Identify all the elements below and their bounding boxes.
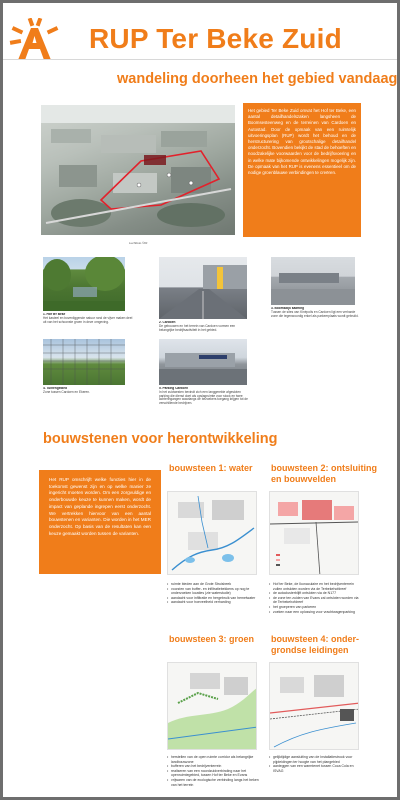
bouwsteen-title-line: grondse leidingen [271, 644, 349, 655]
map-groen [167, 662, 257, 750]
photo-boomsdijk [271, 257, 355, 305]
bouwsteen-1-title [169, 463, 253, 474]
map-ontsluiting [269, 491, 359, 575]
photo-caption [43, 313, 133, 324]
antwerp-a-logo-icon [9, 18, 59, 62]
photo-caption-text: Het kasteel en bovenliggende natuur rond de vijver maken deel uit van het schoonste groen in deze omgeving. [43, 315, 133, 324]
list-item: • ruimte bieden aan de Grote Struisbeek [167, 582, 259, 587]
photo-caption [159, 387, 249, 406]
list-item: • aandacht voor hoeveelheid verharding [167, 600, 259, 605]
bouwsteen-title-line: bouwsteen 4: onder- [271, 634, 360, 644]
list-item: • gelijktijdige aansluiting van de Installatiestrook voor pijpleidingen ter hoogte van het plangebied [269, 755, 361, 764]
header-divider [3, 59, 397, 60]
bouwsteen-title-line: bouwsteen 2: ontsluiting [271, 463, 377, 473]
photo-caption-title: 3. Boomsdijk kaarting [271, 307, 305, 310]
list-item: • herstellen van de open ruimte corridor als belangrijke landbouwzone [167, 755, 259, 764]
photo-caption [271, 307, 361, 318]
photo-caption-title: 5. Parking Cardoen [159, 387, 189, 390]
photo-caption-text: In het zuidwesten bevindt zich een langgerekte afgesloten parking die dienst doet als opslagruimte voor stock en twee achteringangen waarlangs de bezoekers toegang krijgen tot de verschillende bedrijven. [159, 389, 248, 406]
photo-caption [159, 321, 249, 332]
bouwsteen-2-bullets [269, 582, 361, 614]
photo-hof-ter-beke [43, 257, 125, 311]
list-item: • vrijwaren van de ecologische verbinding langs het beken van het terrein [167, 778, 259, 787]
photo-tuinengebied [43, 339, 125, 385]
bouwsteen-4-bullets [269, 755, 361, 773]
bouwsteen-2-title [271, 463, 377, 484]
method-text-box: Het RUP omschrijft welke functies hier in de toekomst gewenst zijn en op welke manier ze ingericht moeten worden. Om een zorgvuldige en onderbouwde keuze te kunnen maken, wordt de impact van geplande ingrepen eerst onderzocht. We vertrekken hiervoor van een aantal bouwstenen en varianten. Die worden in het MER onderzocht. Op basis van de resultaten kan een keuze gemaakt worden tussen de varianten. [39, 470, 161, 574]
poster [3, 3, 397, 797]
photo-caption-title: 2. Cardoen [159, 321, 176, 324]
list-item: • aandacht voor infiltratie en hergebruik van hemelwater [167, 596, 259, 601]
list-item: • Hof ter Beke, de Ikonaculaire en het bedrijventerrein zullen ontsloten worden via de Terbekehofdreef [269, 582, 361, 591]
page-title: RUP Ter Beke Zuid [89, 23, 342, 54]
section2-title: bouwstenen voor herontwikkeling [43, 431, 278, 447]
list-item: • bufferen van het bedrijventerrein [167, 764, 259, 769]
photo-caption-text: Tussen de sites van Kinépolis en Cardoen ligt een verharde zone die tegenwoordig enkel als parkeerplaats wordt gebruikt. [271, 309, 359, 318]
bouwsteen-title-line: bouwsteen 3: groen [169, 634, 255, 644]
photo-cardoen [159, 257, 247, 319]
bouwsteen-3-bullets [167, 755, 259, 787]
section1-title: wandeling doorheen het gebied vandaag [117, 71, 397, 87]
list-item: • aanleggen van een warmtenet tussen Coca Cola en ISVAG [269, 764, 361, 773]
bouwsteen-title-line: bouwsteen 1: water [169, 463, 253, 473]
photo-caption-title: 4. Tuinengebied [43, 387, 68, 390]
list-item: • de zone ten zuiden van Evans zal ontsloten worden via de Terbekehofdreef [269, 596, 361, 605]
list-item: • het groeperen van parkeren [269, 605, 361, 610]
list-item: • realiseren van een noordzuidverbinding naar het openruimtegebied, tussen Hof ter Beke en Evans [167, 769, 259, 778]
list-item: • de autoclusterblijft ontsloten via de N177 [269, 591, 361, 596]
aerial-photo [41, 105, 235, 235]
map-leidingen [269, 662, 359, 750]
bouwsteen-3-title [169, 634, 254, 645]
aerial-caption: Luchtfoto ©IR [129, 241, 148, 245]
bouwsteen-1-bullets [167, 582, 259, 605]
photo-caption-text: Zone tussen Cardoen en Ekeren. [43, 389, 90, 394]
photo-caption-text: De gebouwen en het terrein van Cardoen vormen een belangrijke bedrijfsactiviteit in het gebied. [159, 323, 236, 332]
intro-text-box: Het gebied Ter Beke Zuid omvat het Hof ter Beke, een aantal detailhandelszaken langsheen de Boomsesteenweg en de terreinen van Cardoen en Autostad. Door de opmaak van een ruimtelijk uitvoeringsplan (RUP) wordt het behoud en de herstructurering van grootschalige detailhandel onderzocht. Bovendien bekijkt de stad de behoeften en noodzakelijke voorwaarden voor de bedrijfsvoering en in welke mate bijkomende ontwikkelingen mogelijk zijn. De opmaak van het RUP is evenens essentieel om de nodige groenblauwe verbindingen te creëren. [243, 103, 361, 237]
map-water [167, 491, 257, 575]
list-item: • voorzien van buffer- en infiltratiebekkens op nog te onderzoeken locaties (zie waterstudie) [167, 587, 259, 596]
bouwsteen-title-line: en bouwvelden [271, 473, 337, 484]
photo-parking-cardoen [159, 339, 247, 385]
list-item: • zoeken naar een oplossing voor vrachtwagenparking [269, 610, 361, 615]
bouwsteen-4-title [271, 634, 359, 655]
photo-caption-title: 1. Hof ter Beke [43, 313, 66, 316]
photo-caption [43, 387, 133, 395]
